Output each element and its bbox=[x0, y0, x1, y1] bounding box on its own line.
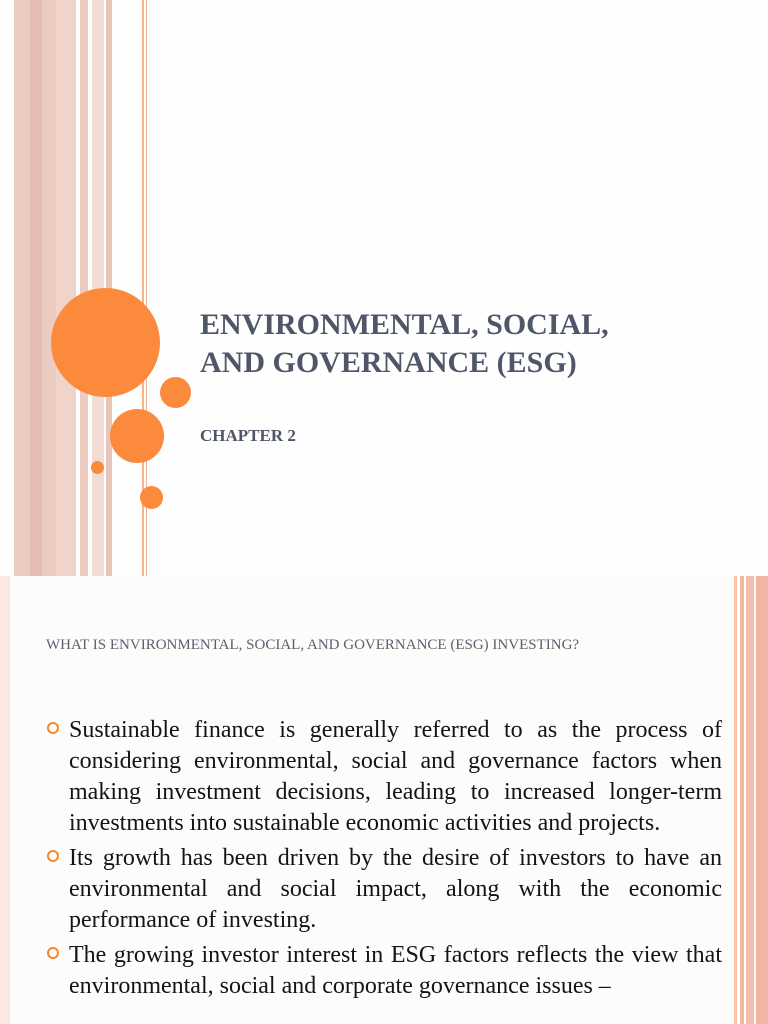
large-orange-circle bbox=[51, 288, 160, 397]
slide-title-line: AND GOVERNANCE (ESG) bbox=[200, 346, 577, 379]
stripe-decoration bbox=[0, 576, 10, 1024]
list-item bbox=[46, 940, 722, 1002]
ring-bullet-icon bbox=[47, 850, 59, 862]
tiny-orange-circle bbox=[91, 461, 104, 474]
stripe-decoration bbox=[746, 576, 754, 1024]
slide-title bbox=[200, 306, 609, 382]
bullet-text: Sustainable finance is generally referred to as the process of considering environmental, social and governance factors when making investment decisions, leading to increased longer-term investments into sustainable economic activities and projects. bbox=[69, 717, 722, 836]
stripe-decoration bbox=[740, 576, 744, 1024]
list-item bbox=[46, 843, 722, 936]
bullet-text: Its growth has been driven by the desire of investors to have an environmental and social impact, along with the economic performance of investing. bbox=[69, 845, 722, 933]
small-orange-circle bbox=[140, 486, 163, 509]
bullet-text: The growing investor interest in ESG factors reflects the view that environmental, social and corporate governance issues – bbox=[69, 942, 722, 999]
slide-title-line: ENVIRONMENTAL, SOCIAL, bbox=[200, 308, 609, 341]
content-heading: WHAT IS ENVIRONMENTAL, SOCIAL, AND GOVERNANCE (ESG) INVESTING? bbox=[46, 637, 580, 653]
stripe-decoration bbox=[56, 0, 76, 576]
ring-bullet-icon bbox=[47, 947, 59, 959]
stripe-decoration bbox=[30, 0, 42, 576]
stripe-decoration bbox=[80, 0, 88, 576]
list-item bbox=[46, 715, 722, 839]
medium-orange-circle bbox=[110, 409, 164, 463]
ring-bullet-icon bbox=[47, 722, 59, 734]
stripe-decoration bbox=[756, 576, 768, 1024]
content-slide bbox=[0, 576, 768, 1024]
stripe-decoration bbox=[734, 576, 737, 1024]
slide-subtitle: CHAPTER 2 bbox=[200, 426, 296, 445]
bullet-list bbox=[46, 715, 722, 1006]
stripe-decoration bbox=[42, 0, 56, 576]
stripe-decoration bbox=[14, 0, 30, 576]
small-orange-circle bbox=[160, 377, 191, 408]
